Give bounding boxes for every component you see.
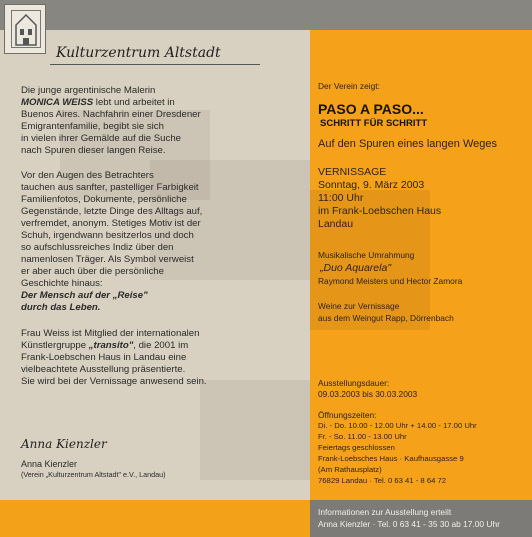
footer-info-line2: Anna Kienzler · Tel. 0 63 41 - 35 30 ab 17.00 Uhr xyxy=(318,519,500,529)
p2-line7: so aufschlussreiches Indiz über den xyxy=(21,242,174,253)
hours-line2: Fr. - So. 11.00 - 13.00 Uhr xyxy=(318,432,407,441)
music-name: „Duo Aquarela" xyxy=(320,262,392,274)
p2-line3: Familienfotos, Dokumente, persönliche xyxy=(21,194,187,205)
duration-value: 09.03.2003 bis 30.03.2003 xyxy=(318,389,418,399)
p2-line1: Vor den Augen des Betrachters xyxy=(21,170,154,181)
p3-line2-end: , die 2001 im xyxy=(133,340,189,351)
p3-line1: Frau Weiss ist Mitglied der internationalen xyxy=(21,328,200,339)
p2-line5: verfremdet, anonym. Stetiges Motiv ist der xyxy=(21,218,201,229)
signer-org: (Verein „Kulturzentrum Altstadt" e.V., Landau) xyxy=(21,470,166,479)
address-line2: (Am Rathausplatz) xyxy=(318,465,382,474)
p2-line10: Geschichte hinaus: xyxy=(21,278,103,289)
p3-line5: Sie wird bei der Vernissage anwesend sein. xyxy=(21,376,207,387)
footer-info-line1: Informationen zur Ausstellung erteilt xyxy=(318,507,452,517)
signer-name: Anna Kienzler xyxy=(21,459,78,469)
background-photo xyxy=(200,380,310,480)
vernissage-heading: VERNISSAGE xyxy=(318,166,387,178)
p3-line2 xyxy=(21,340,188,352)
p3-line2-start: Künstlergruppe xyxy=(21,340,89,351)
exhibition-tagline: Auf den Spuren eines langen Weges xyxy=(318,138,497,150)
hours-label: Öffnungszeiten: xyxy=(318,410,377,420)
signature: Anna Kienzler xyxy=(21,437,107,451)
exhibition-subtitle: SCHRITT FÜR SCHRITT xyxy=(320,118,428,129)
address-line1: Frank-Loebsches Haus · Kaufhausgasse 9 xyxy=(318,454,464,463)
vernissage-city: Landau xyxy=(318,218,354,230)
wine-line2: aus dem Weingut Rapp, Dörrenbach xyxy=(318,313,454,323)
p1-line3: Buenos Aires. Nachfahrin einer Dresdener xyxy=(21,109,201,120)
address-line3: 76829 Landau · Tel. 0 63 41 - 8 64 72 xyxy=(318,476,447,485)
vernissage-date: Sonntag, 9. März 2003 xyxy=(318,179,425,191)
p1-line2-rest: lebt und arbeitet in xyxy=(93,97,175,108)
p1-line4: Emigrantenfamilie, begibt sie sich xyxy=(21,121,164,132)
top-bar xyxy=(0,0,532,30)
p1-line5: in vielen ihrer Gemälde auf die Suche xyxy=(21,133,181,144)
p2-line4: Gegenstände, letzte Dinge des Alltags auf, xyxy=(21,206,203,217)
p2-line11: Der Mensch auf der „Reise" xyxy=(21,290,148,301)
p2-line12: durch das Leben. xyxy=(21,302,101,313)
vernissage-time: 11:00 Uhr xyxy=(318,192,364,204)
p2-line9: er aber auch über die persönliche xyxy=(21,266,164,277)
logo xyxy=(4,4,46,54)
holidays: Feiertags geschlossen xyxy=(318,443,395,452)
building-icon xyxy=(11,10,41,48)
wine-line1: Weine zur Vernissage xyxy=(318,301,400,311)
bottom-bar-left xyxy=(0,500,310,537)
exhibition-title: PASO A PASO... xyxy=(318,101,424,117)
artist-name: MONICA WEISS xyxy=(21,97,94,108)
p2-line6: Schuh, irgendwann besitzerlos und doch xyxy=(21,230,194,241)
p1-line2 xyxy=(21,97,175,109)
intro-text: Der Verein zeigt: xyxy=(318,81,380,91)
p1-line1: Die junge argentinische Malerin xyxy=(21,85,156,96)
music-members: Raymond Meisters und Hector Zamora xyxy=(318,276,463,286)
p1-line6: nach Spuren dieser langen Reise. xyxy=(21,145,166,156)
brand-underline xyxy=(50,64,260,65)
vernissage-place: im Frank-Loebschen Haus xyxy=(318,205,442,217)
duration-label: Ausstellungsdauer: xyxy=(318,378,390,388)
p3-line3: Frank-Loebschen Haus in Landau eine xyxy=(21,352,187,363)
p2-line8: namenlosen Träger. Als Symbol verweist xyxy=(21,254,194,265)
p2-line2: tauchen aus sanfter, pastelliger Farbigkeit xyxy=(21,182,199,193)
p3-line4: vielbeachtete Ausstellung präsentierte. xyxy=(21,364,186,375)
brand-wordmark: Kulturzentrum Altstadt xyxy=(56,45,221,61)
group-name: „transito" xyxy=(88,340,134,351)
music-label: Musikalische Umrahmung xyxy=(318,250,415,260)
hours-line1: Di. - Do. 10.00 - 12.00 Uhr + 14.00 - 17.00 Uhr xyxy=(318,421,477,430)
